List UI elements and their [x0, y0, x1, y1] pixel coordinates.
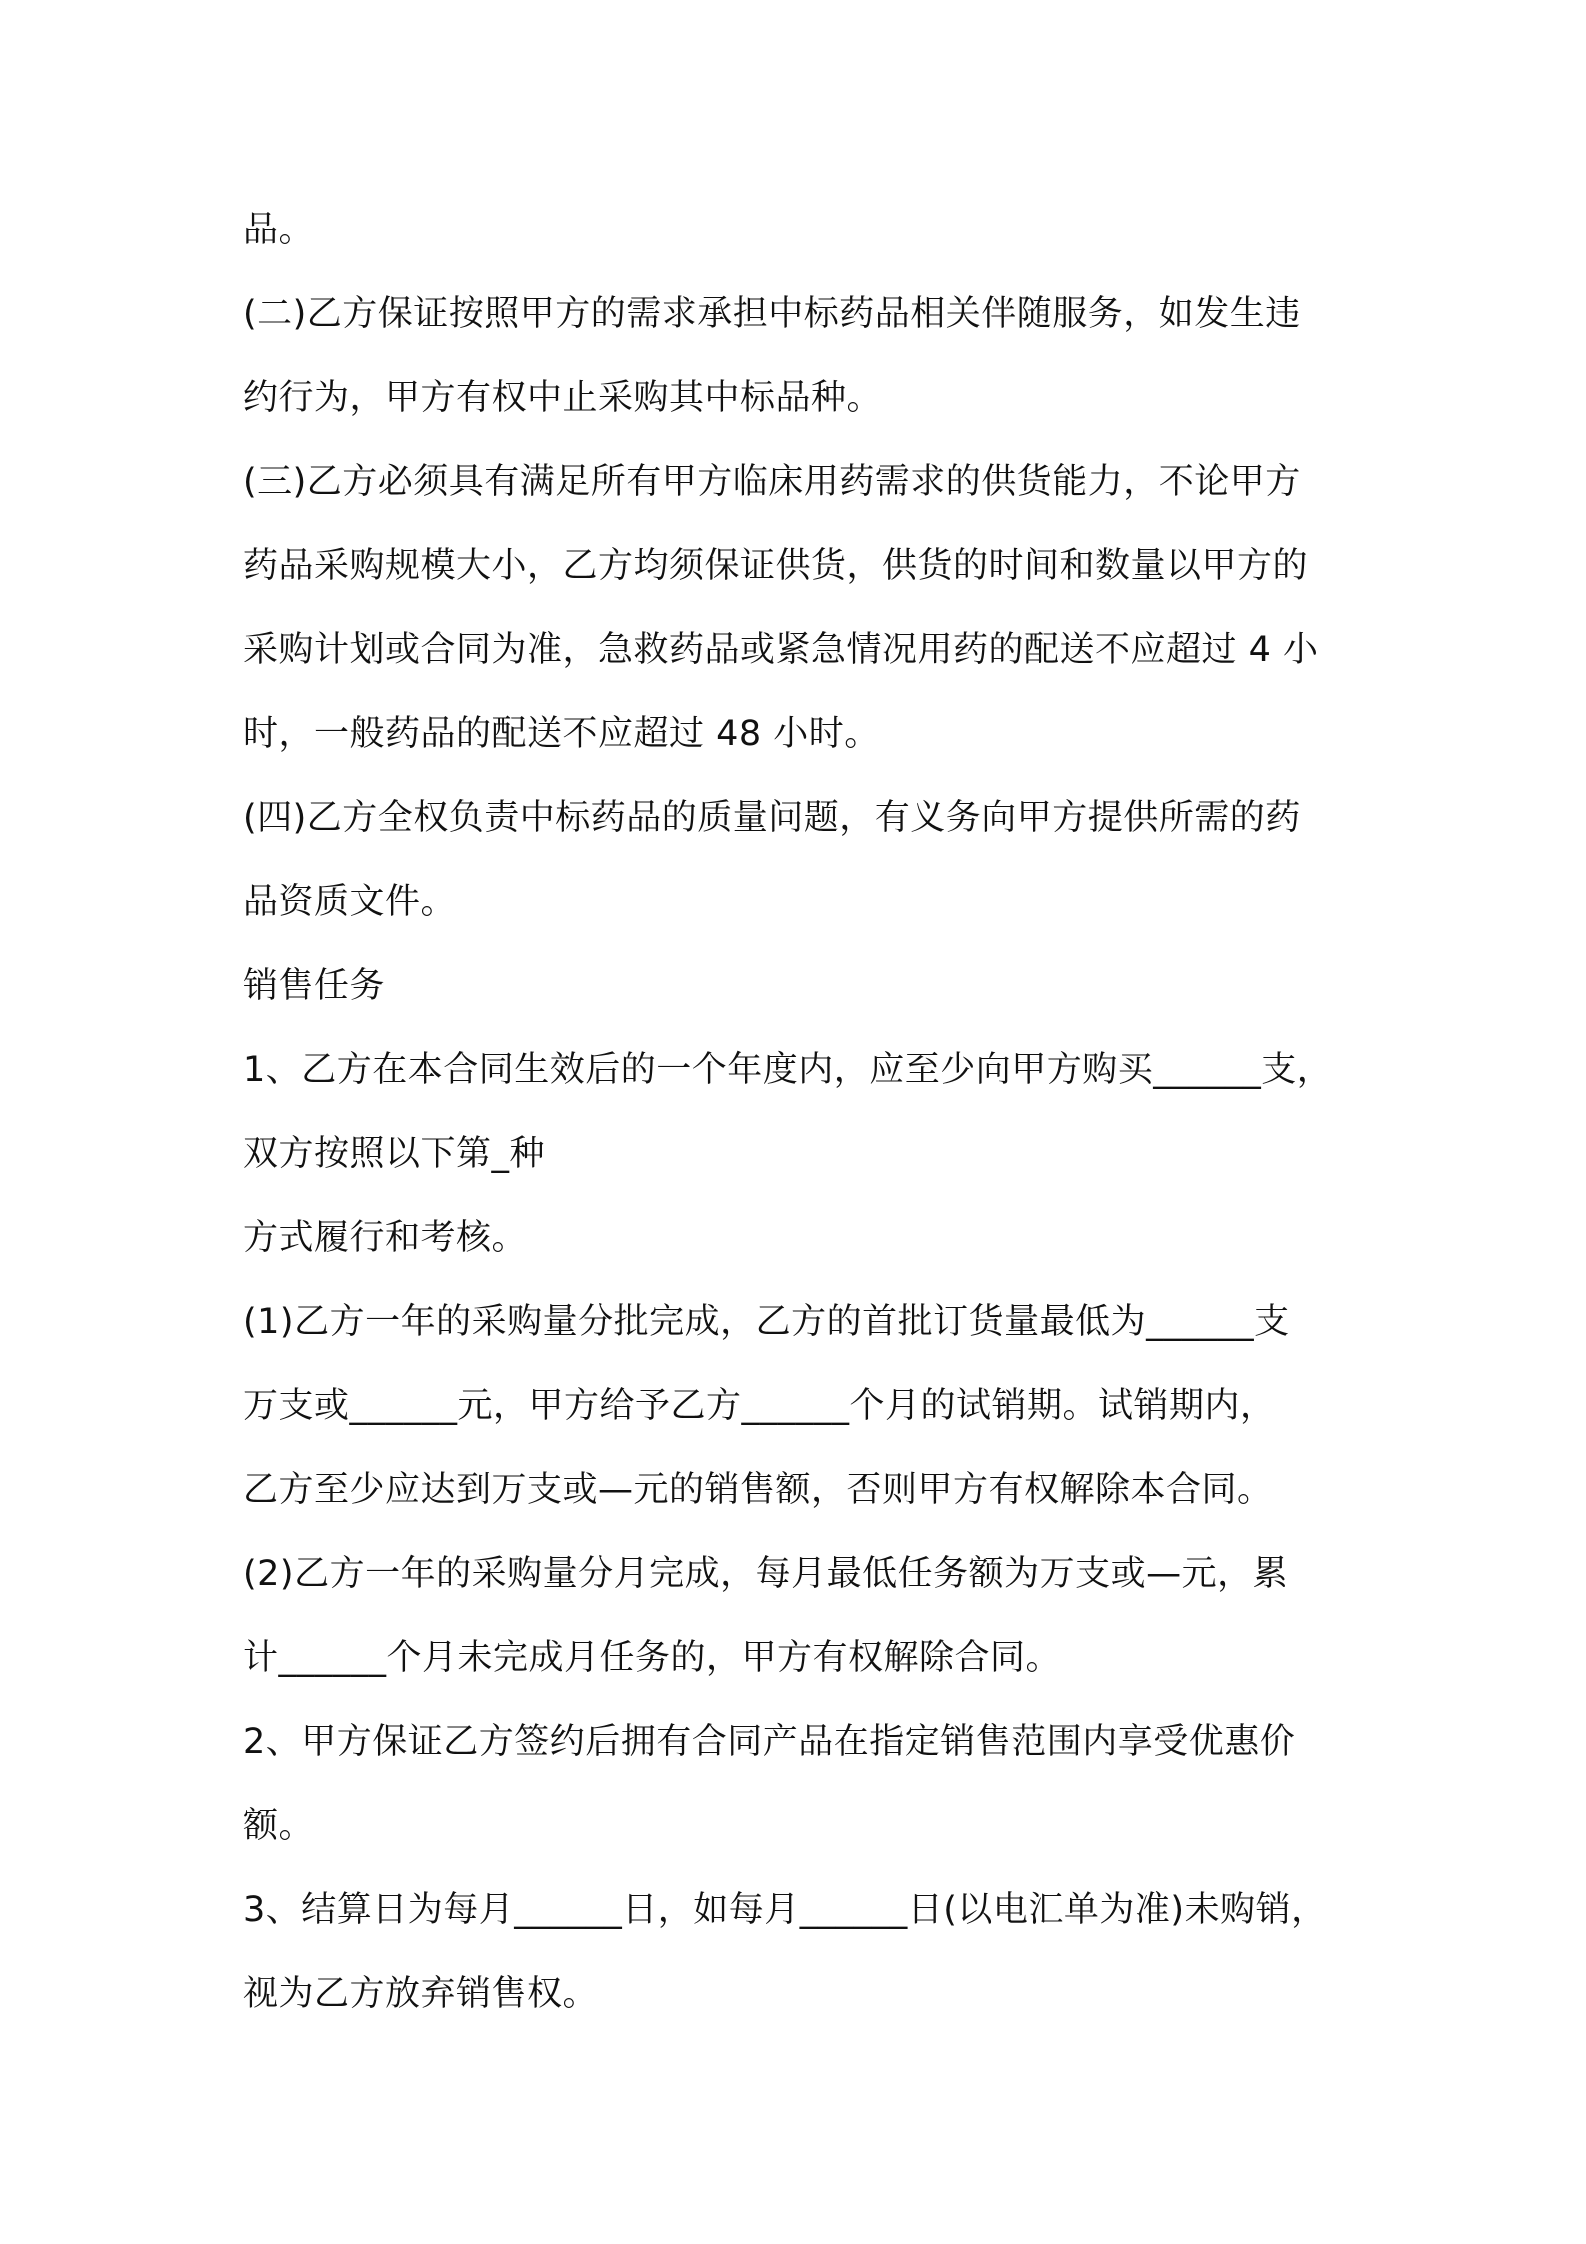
text-line: 万支或______元，甲方给予乙方______个月的试销期。试销期内，: [243, 1386, 1276, 1426]
text-line: (二)乙方保证按照甲方的需求承担中标药品相关伴随服务，如发生违: [243, 294, 1301, 334]
text-line: 乙方至少应达到万支或—元的销售额，否则甲方有权解除本合同。: [243, 1470, 1273, 1510]
text-line: 药品采购规模大小，乙方均须保证供货，供货的时间和数量以甲方的: [243, 546, 1309, 586]
section-heading: 销售任务: [243, 966, 386, 1006]
text-line: 方式履行和考核。: [243, 1218, 528, 1258]
text-line: 额。: [243, 1806, 315, 1846]
text-line: 双方按照以下第_种: [243, 1134, 546, 1174]
text-line: (四)乙方全权负责中标药品的质量问题，有义务向甲方提供所需的药: [243, 798, 1301, 838]
text-line: 2、甲方保证乙方签约后拥有合同产品在指定销售范围内享受优惠价: [243, 1722, 1296, 1762]
text-line: 品。: [243, 210, 315, 250]
text-line: 视为乙方放弃销售权。: [243, 1974, 599, 2014]
text-line: 时，一般药品的配送不应超过 48 小时。: [243, 714, 880, 754]
text-line: 品资质文件。: [243, 882, 457, 922]
text-line: 计______个月未完成月任务的，甲方有权解除合同。: [243, 1638, 1062, 1678]
text-line: 采购计划或合同为准，急救药品或紧急情况用药的配送不应超过 4 小: [243, 630, 1319, 670]
text-line: 3、结算日为每月______日，如每月______日(以电汇单为准)未购销，: [243, 1890, 1327, 1930]
text-line: 1、乙方在本合同生效后的一个年度内，应至少向甲方购买______支，: [243, 1050, 1333, 1090]
text-line: 约行为，甲方有权中止采购其中标品种。: [243, 378, 883, 418]
text-line: (三)乙方必须具有满足所有甲方临床用药需求的供货能力，不论甲方: [243, 462, 1301, 502]
text-line: (2)乙方一年的采购量分月完成，每月最低任务额为万支或—元，累: [243, 1554, 1289, 1594]
text-line: (1)乙方一年的采购量分批完成，乙方的首批订货量最低为______支: [243, 1302, 1290, 1342]
